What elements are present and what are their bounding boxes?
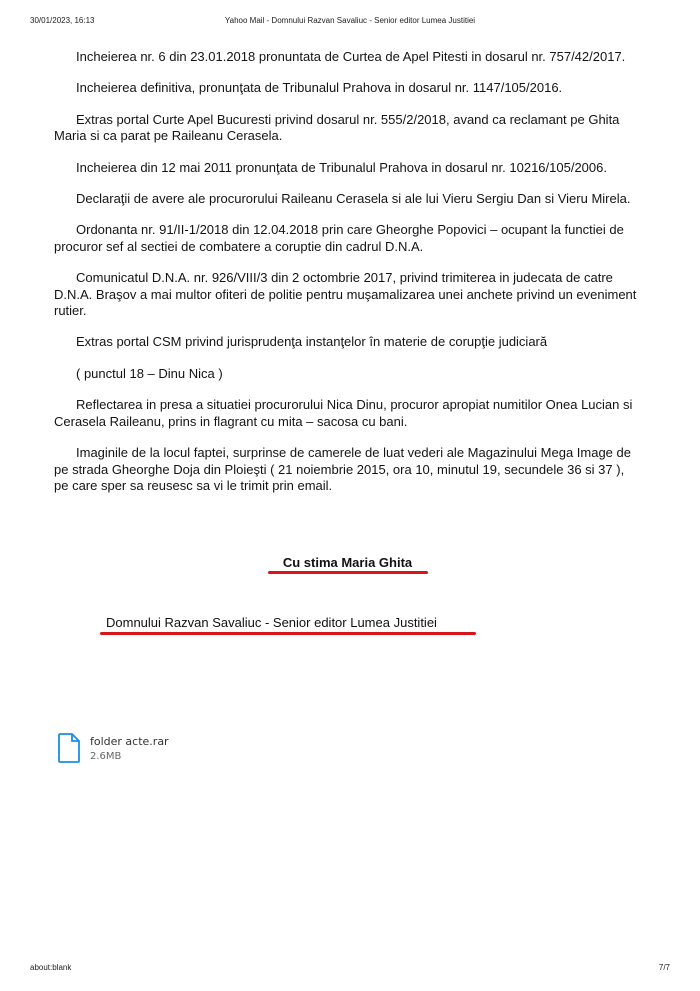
paragraph: Declaraţii de avere ale procurorului Raileanu Cerasela si ale lui Vieru Sergiu Dan si Vieru Mirela.	[76, 191, 631, 207]
paragraph: Ordonanta nr. 91/II-1/2018 din 12.04.2018 prin care Gheorghe Popovici – ocupant la functiei de procuror sef al sectiei de combatere a coruptie din cadrul D.N.A.	[54, 222, 624, 254]
page-number: 7/7	[658, 963, 670, 972]
recipient-underline	[100, 632, 476, 635]
signature-underline	[268, 571, 428, 574]
paragraph: Comunicatul D.N.A. nr. 926/VIII/3 din 2 octombrie 2017, privind trimiterea in judecata de catre D.N.A. Braşov a mai multor ofiteri de politie pentru muşamalizarea unei anchete privind un eveniment rutier.	[54, 270, 637, 319]
recipient-line: Domnului Razvan Savaliuc - Senior editor Lumea Justitiei	[106, 615, 437, 630]
paragraph: Extras portal CSM privind jurisprudenţa instanţelor în materie de corupţie judiciară	[76, 334, 548, 350]
print-datetime: 30/01/2023, 16:13	[30, 16, 95, 25]
paragraph: Reflectarea in presa a situatiei procurorului Nica Dinu, procuror apropiat numitilor Onea Lucian si Cerasela Raileanu, prins in flagrant cu mita – sacosa cu bani.	[54, 397, 633, 429]
attachment-name[interactable]: folder acte.rar	[90, 735, 169, 748]
attachment[interactable]	[58, 733, 198, 769]
print-title: Yahoo Mail - Domnului Razvan Savaliuc - Senior editor Lumea Justitiei	[224, 16, 476, 25]
paragraph: ( punctul 18 – Dinu Nica )	[76, 365, 223, 381]
attachment-size: 2.6MB	[90, 751, 122, 762]
print-url: about:blank	[30, 963, 72, 972]
paragraph: Incheierea definitiva, pronunţata de Tribunalul Prahova in dosarul nr. 1147/105/2016.	[76, 80, 563, 96]
paragraph: Imaginile de la locul faptei, surprinse de camerele de luat vederi ale Magazinului Mega Image de pe strada Gheorghe Doja din Ploieşti ( 21 noiembrie 2015, ora 10, minutul 19, secundele 36 si 37 ), pe care sper sa reusesc sa vi le trimit prin email.	[54, 445, 631, 493]
email-body	[54, 49, 639, 509]
signature: Cu stima Maria Ghita	[282, 555, 413, 570]
paragraph: Incheierea nr. 6 din 23.01.2018 pronuntata de Curtea de Apel Pitesti in dosarul nr. 757/42/2017.	[76, 49, 626, 64]
paragraph: Extras portal Curte Apel Bucuresti privind dosarul nr. 555/2/2018, avand ca reclamant pe Ghita Maria si ca parat pe Raileanu Cerasela.	[54, 111, 620, 144]
file-icon	[58, 733, 80, 763]
print-footer	[30, 963, 670, 975]
paragraph: Incheierea din 12 mai 2011 pronunţata de Tribunalul Prahova in dosarul nr. 10216/105/2006.	[76, 159, 607, 175]
print-header	[30, 16, 670, 28]
